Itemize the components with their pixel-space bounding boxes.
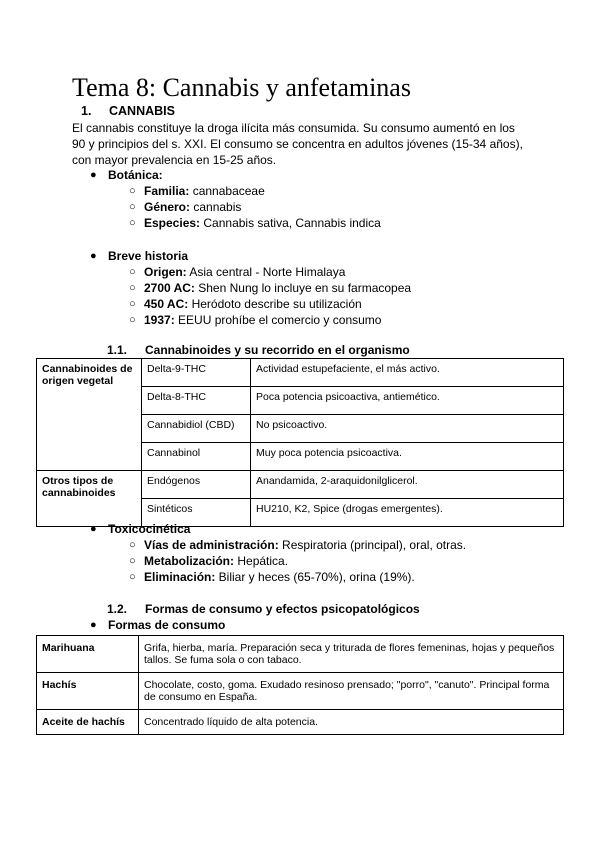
table-cell: Endógenos — [142, 471, 251, 499]
circle-bullet-icon: ○ — [129, 571, 136, 583]
table-row — [37, 636, 564, 673]
circle-bullet-icon: ○ — [129, 539, 136, 551]
list-item: ○ 2700 AC: Shen Nung lo incluye en su farmacopea — [129, 281, 412, 295]
bullet-heading: Botánica: — [108, 168, 163, 182]
intro-line: 90 y principios del s. XXI. El consumo se concentra en adultos jóvenes (15-34 años), — [72, 137, 523, 151]
cannabinoides-table — [36, 358, 564, 527]
table-cell: Marihuana — [37, 636, 139, 673]
table-cell: Anandamida, 2-araquidonilglicerol. — [251, 471, 564, 499]
bullet-toxicocinetica — [90, 521, 191, 537]
table-cell: Cannabidiol (CBD) — [142, 415, 251, 443]
circle-bullet-icon: ○ — [129, 185, 136, 197]
list-item: ○ 450 AC: Heródoto describe su utilización — [129, 297, 362, 311]
list-item: ○ Vías de administración: Respiratoria (principal), oral, otras. — [129, 538, 467, 552]
intro-line: con mayor prevalencia en 15-25 años. — [72, 153, 277, 167]
table-row — [37, 673, 564, 710]
bullet-icon: ● — [90, 523, 97, 535]
list-item: ○ Eliminación: Biliar y heces (65-70%), orina (19%). — [129, 570, 415, 584]
table-cell: Grifa, hierba, maría. Preparación seca y triturada de flores femeninas, hojas y pequeños tallos. Se fuma sola o con tabaco. — [139, 636, 564, 673]
table-cell: HU210, K2, Spice (drogas emergentes). — [251, 499, 564, 527]
circle-bullet-icon: ○ — [129, 314, 136, 326]
bullet-icon: ● — [90, 619, 97, 631]
subsection-heading-formas: 1.2. Formas de consumo y efectos psicopatológicos — [107, 602, 420, 616]
table-cell: No psicoactivo. — [251, 415, 564, 443]
intro-paragraph — [72, 120, 542, 168]
circle-bullet-icon: ○ — [129, 266, 136, 278]
circle-bullet-icon: ○ — [129, 217, 136, 229]
circle-bullet-icon: ○ — [129, 555, 136, 567]
table-cell: Delta-8-THC — [142, 387, 251, 415]
table-row — [37, 359, 564, 387]
formas-consumo-table — [36, 635, 564, 735]
table-cell: Actividad estupefaciente, el más activo. — [251, 359, 564, 387]
list-item: ○ Especies: Cannabis sativa, Cannabis indica — [129, 216, 381, 230]
subsection-heading-cannabinoides: 1.1. Cannabinoides y su recorrido en el organismo — [107, 343, 410, 357]
circle-bullet-icon: ○ — [129, 298, 136, 310]
table-cell: Delta-9-THC — [142, 359, 251, 387]
circle-bullet-icon: ○ — [129, 201, 136, 213]
bullet-historia — [90, 248, 189, 264]
table-cell: Cannabinol — [142, 443, 251, 471]
list-item: ○ Familia: cannabaceae — [129, 184, 265, 198]
table-row — [37, 471, 564, 499]
table-row — [37, 710, 564, 735]
bullet-icon: ● — [90, 169, 97, 181]
bullet-heading: Toxicocinética — [108, 522, 191, 536]
bullet-formas — [90, 617, 226, 633]
bullet-heading: Formas de consumo — [108, 618, 226, 632]
table-cell: Concentrado líquido de alta potencia. — [139, 710, 564, 735]
bullet-icon: ● — [90, 250, 97, 262]
list-item: ○ Metabolización: Hepática. — [129, 554, 289, 568]
table-cell: Sintéticos — [142, 499, 251, 527]
group-label: Otros tipos de cannabinoides — [37, 471, 142, 527]
section-title: CANNABIS — [109, 104, 175, 118]
group-label: Cannabinoides de origen vegetal — [37, 359, 142, 471]
circle-bullet-icon: ○ — [129, 282, 136, 294]
table-cell: Poca potencia psicoactiva, antiemético. — [251, 387, 564, 415]
section-heading-cannabis — [81, 103, 175, 119]
page-title: Tema 8: Cannabis y anfetaminas — [72, 73, 411, 102]
list-item: ○ Género: cannabis — [129, 200, 242, 214]
bullet-botanica — [90, 167, 163, 183]
bullet-heading: Breve historia — [108, 249, 189, 263]
intro-line: El cannabis constituye la droga ilícita más consumida. Su consumo aumentó en los — [72, 121, 515, 135]
list-item: ○ 1937: EEUU prohíbe el comercio y consumo — [129, 313, 382, 327]
table-cell: Aceite de hachís — [37, 710, 139, 735]
table-cell: Hachís — [37, 673, 139, 710]
table-cell: Muy poca potencia psicoactiva. — [251, 443, 564, 471]
section-number: 1. — [81, 104, 92, 118]
table-cell: Chocolate, costo, goma. Exudado resinoso prensado; "porro", "canuto". Principal forma de consumo en España. — [139, 673, 564, 710]
list-item: ○ Origen: Asia central - Norte Himalaya — [129, 265, 346, 279]
